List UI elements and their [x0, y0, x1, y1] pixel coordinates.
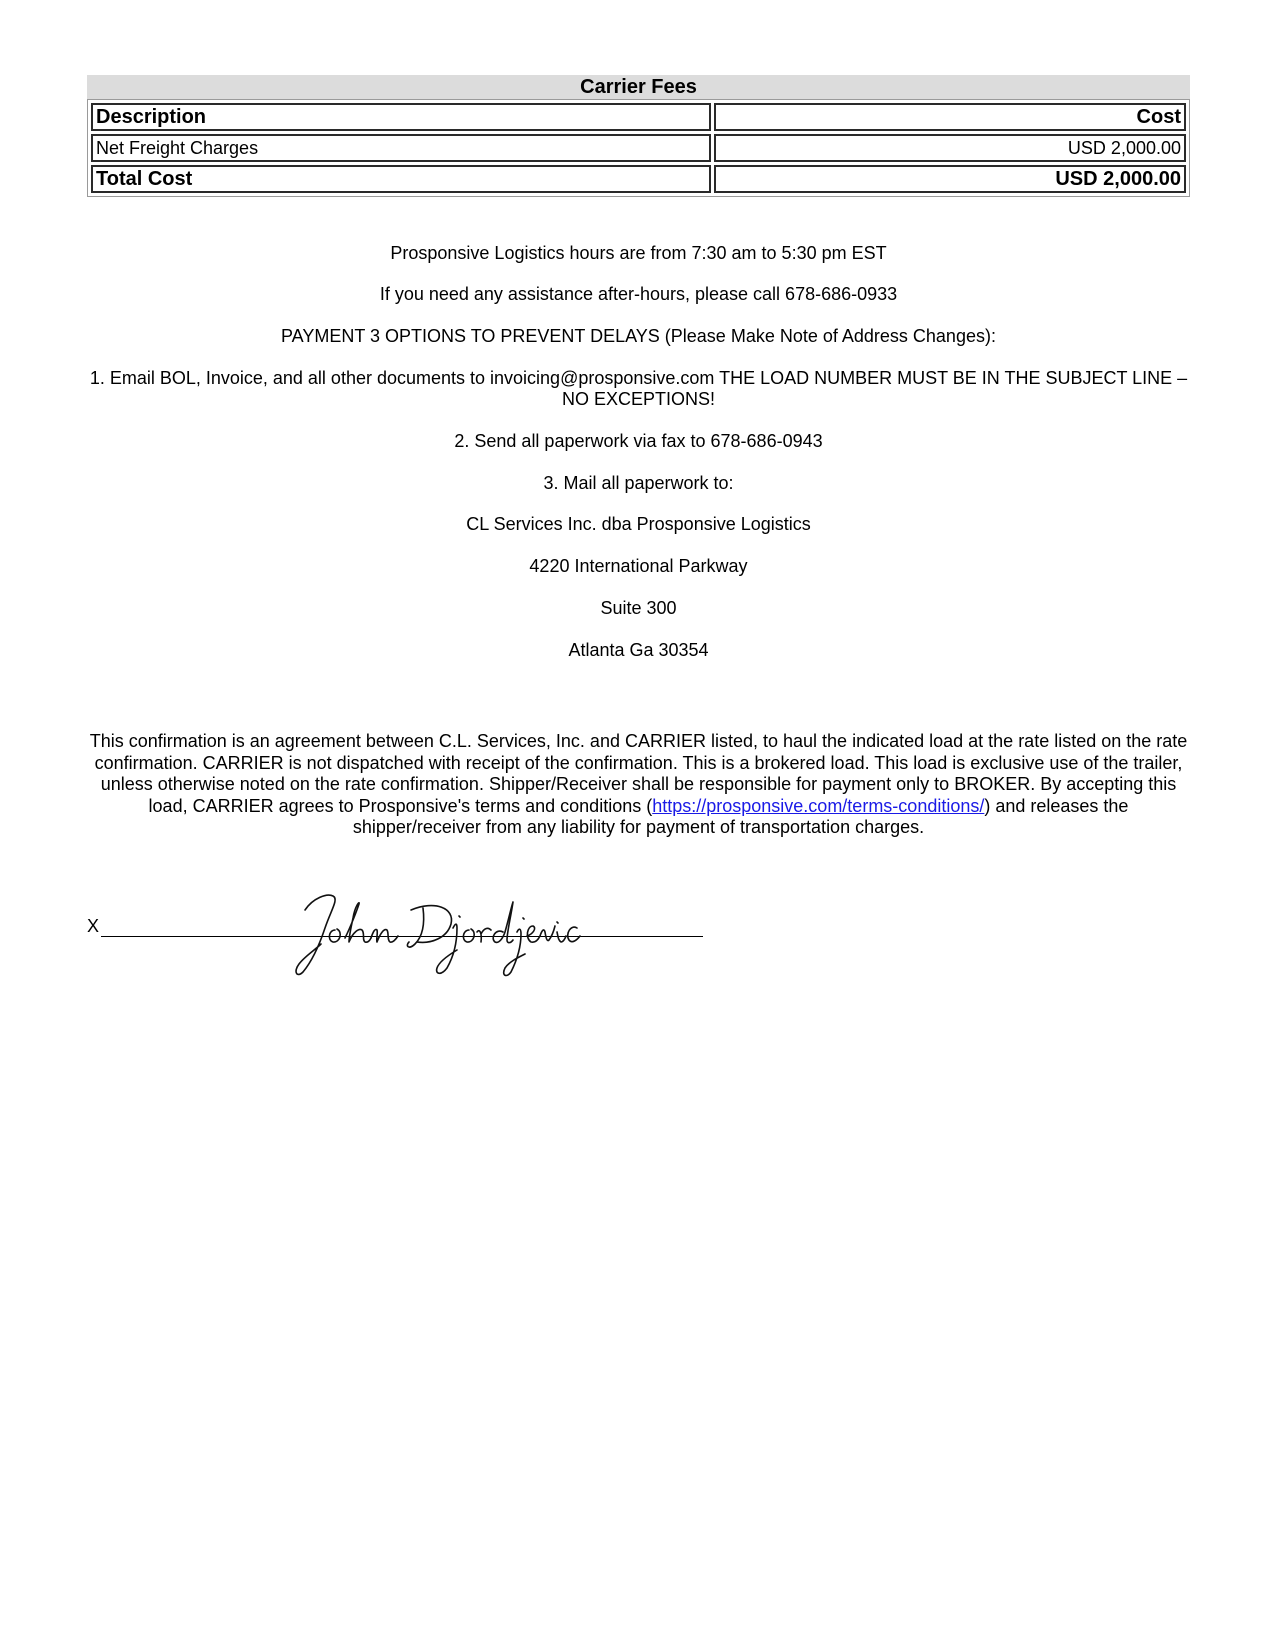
payment-option-fax-text: 2. Send all paperwork via fax to 678-686-0943: [454, 431, 823, 451]
hours-text: Prosponsive Logistics hours are from 7:30 am to 5:30 pm EST: [390, 243, 887, 263]
payment-options-heading: [87, 326, 1190, 347]
handwritten-signature: [285, 888, 585, 978]
mail-address-street-text: 4220 International Parkway: [529, 556, 748, 576]
carrier-fees-table: [87, 99, 1190, 197]
agreement-paragraph: [87, 731, 1190, 839]
mail-address-street: [87, 556, 1190, 577]
fee-description: Net Freight Charges: [91, 134, 711, 162]
payment-options-text: PAYMENT 3 OPTIONS TO PREVENT DELAYS (Please Make Note of Address Changes):: [281, 326, 996, 346]
mail-address-city: [87, 640, 1190, 661]
payment-option-email-text: 1. Email BOL, Invoice, and all other documents to invoicing@prosponsive.com THE LOAD NUMBER MUST BE IN THE SUBJECT LINE – NO EXCEPTIONS!: [89, 368, 1188, 409]
payment-option-fax: [87, 431, 1190, 452]
carrier-fees-section: [87, 75, 1190, 197]
agreement-text-start: This confirmation is an agreement between C.L. Services, Inc. and CARRIER listed, to haul the indicated load at the rate listed on the rate confirmation. CARRIER is not dispatched with receipt of the confirmation. This is a brokered load. This load is exclusive use of the trailer, unless otherwise noted on the rate confirmation. Shipper/Receiver shall be responsible for payment only to BROKER. By accepting this load, CARRIER agrees to Prosponsive's terms and conditions (: [89, 731, 1188, 816]
cost-header: Cost: [714, 103, 1186, 131]
after-hours-info: [87, 284, 1190, 305]
description-header: Description: [91, 103, 711, 131]
carrier-fees-title: Carrier Fees: [87, 75, 1190, 99]
total-cost: USD 2,000.00: [714, 165, 1186, 193]
terms-conditions-link[interactable]: https://prosponsive.com/terms-conditions/: [652, 795, 985, 816]
total-row: [91, 165, 1186, 193]
payment-option-mail-text: 3. Mail all paperwork to:: [543, 473, 734, 493]
mail-address-suite: [87, 598, 1190, 619]
table-row: [91, 134, 1186, 162]
fee-cost: USD 2,000.00: [714, 134, 1186, 162]
total-label: Total Cost: [91, 165, 711, 193]
mail-address-suite-text: Suite 300: [600, 598, 677, 618]
agreement-text-end: ) and releases the shipper/receiver from any liability for payment of transportation charges.: [352, 795, 1129, 837]
hours-info: [87, 243, 1190, 264]
mail-address-company-text: CL Services Inc. dba Prosponsive Logistics: [466, 514, 811, 534]
mail-address-company: [87, 514, 1190, 535]
payment-option-mail: [87, 473, 1190, 494]
mail-address-city-text: Atlanta Ga 30354: [568, 640, 709, 660]
signature-mark: X: [87, 916, 100, 936]
table-header-row: [91, 103, 1186, 131]
after-hours-text: If you need any assistance after-hours, please call 678-686-0933: [379, 284, 898, 304]
payment-option-email: [87, 368, 1190, 410]
